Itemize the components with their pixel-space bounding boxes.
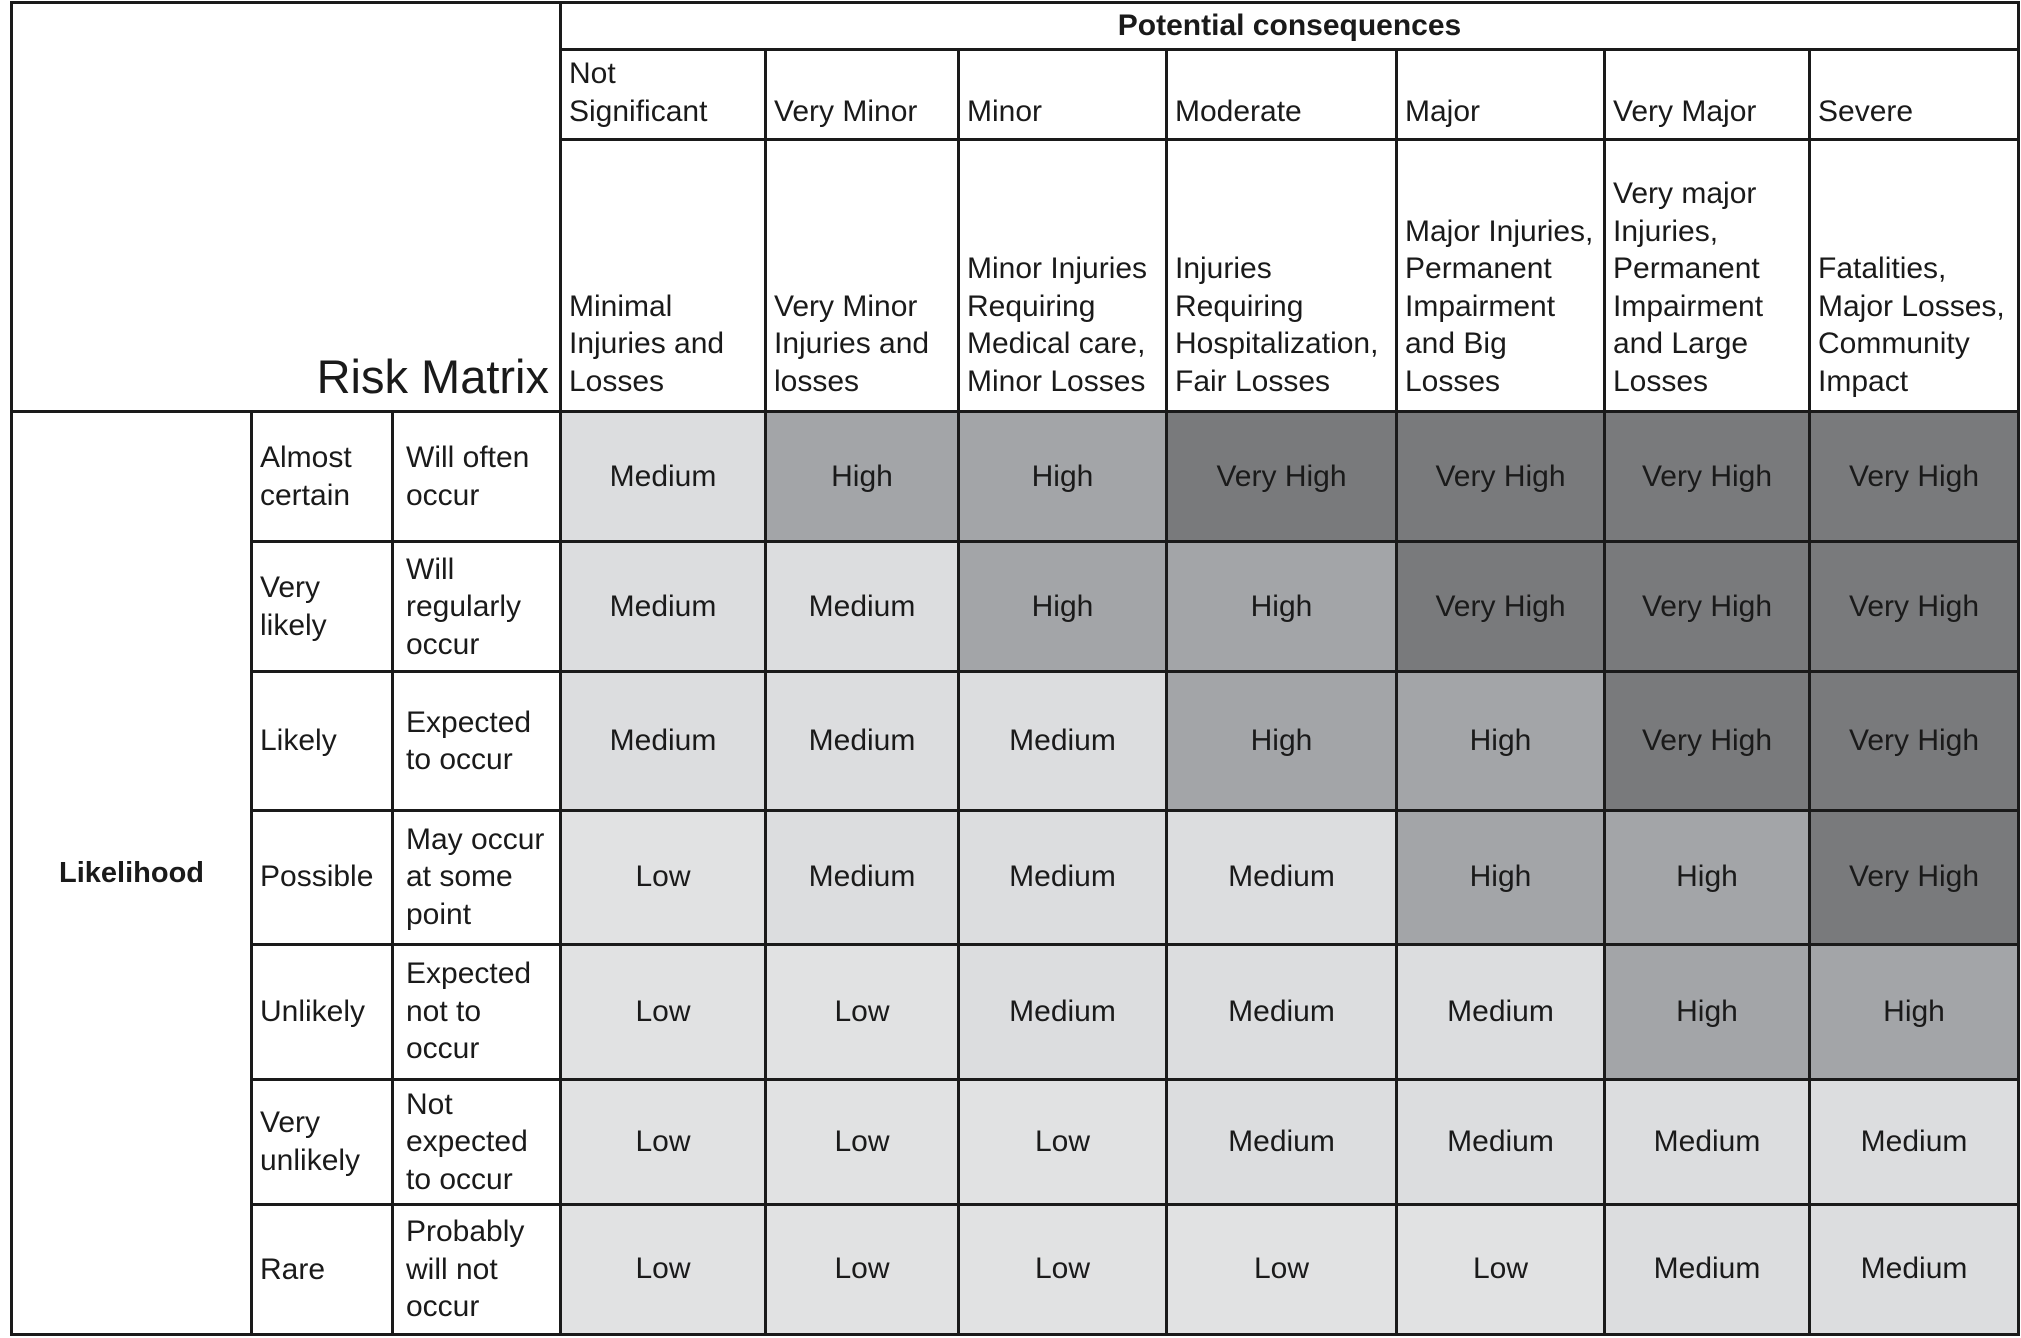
risk-cell: Low xyxy=(1167,1204,1397,1334)
consequence-description: Fatalities, Major Losses, Community Impact xyxy=(1810,140,2019,412)
matrix-title-cell xyxy=(12,3,561,412)
risk-cell: Low xyxy=(1397,1204,1605,1334)
likelihood-row xyxy=(12,1079,2019,1204)
likelihood-level: Likely xyxy=(252,672,393,810)
likelihood-level: Almost certain xyxy=(252,412,393,542)
likelihood-level: Rare xyxy=(252,1204,393,1334)
consequence-description: Minor Injuries Requiring Medical care, Minor Losses xyxy=(959,140,1167,412)
risk-cell: Low xyxy=(766,944,959,1079)
consequence-label: Minor xyxy=(959,50,1167,140)
risk-cell: Medium xyxy=(1810,1204,2019,1334)
risk-cell: Low xyxy=(561,944,766,1079)
risk-cell: Very High xyxy=(1810,810,2019,944)
risk-cell: Medium xyxy=(766,810,959,944)
matrix-title: Risk Matrix xyxy=(316,350,549,404)
likelihood-description: Expected not to occur xyxy=(393,944,561,1079)
risk-cell: High xyxy=(1605,810,1810,944)
risk-cell: Low xyxy=(959,1204,1167,1334)
risk-cell: High xyxy=(766,412,959,542)
risk-cell: High xyxy=(1397,672,1605,810)
risk-cell: Medium xyxy=(1605,1204,1810,1334)
risk-cell: Low xyxy=(561,1204,766,1334)
potential-consequences-header: Potential consequences xyxy=(561,3,2019,50)
likelihood-row xyxy=(12,944,2019,1079)
likelihood-row xyxy=(12,672,2019,810)
risk-cell: Very High xyxy=(1605,542,1810,672)
likelihood-row xyxy=(12,542,2019,672)
risk-cell: Very High xyxy=(1810,412,2019,542)
likelihood-description: Will often occur xyxy=(393,412,561,542)
risk-cell: Medium xyxy=(1397,1079,1605,1204)
risk-cell: Medium xyxy=(1167,944,1397,1079)
likelihood-description: Will regularly occur xyxy=(393,542,561,672)
risk-cell: Low xyxy=(959,1079,1167,1204)
risk-cell: Medium xyxy=(1605,1079,1810,1204)
likelihood-level: Very unlikely xyxy=(252,1079,393,1204)
consequence-label: Very Major xyxy=(1605,50,1810,140)
risk-cell: High xyxy=(1167,542,1397,672)
risk-cell: High xyxy=(1605,944,1810,1079)
risk-cell: Medium xyxy=(959,672,1167,810)
likelihood-level: Unlikely xyxy=(252,944,393,1079)
risk-cell: Medium xyxy=(1167,1079,1397,1204)
risk-cell: High xyxy=(959,412,1167,542)
likelihood-level: Possible xyxy=(252,810,393,944)
risk-cell: High xyxy=(1810,944,2019,1079)
likelihood-description: Probably will not occur xyxy=(393,1204,561,1334)
risk-cell: Medium xyxy=(959,810,1167,944)
consequence-description: Very Minor Injuries and losses xyxy=(766,140,959,412)
risk-cell: Very High xyxy=(1605,672,1810,810)
consequence-description: Minimal Injuries and Losses xyxy=(561,140,766,412)
risk-cell: Low xyxy=(561,810,766,944)
likelihood-header: Likelihood xyxy=(12,412,252,1335)
risk-cell: Very High xyxy=(1605,412,1810,542)
likelihood-description: Expected to occur xyxy=(393,672,561,810)
risk-cell: Very High xyxy=(1397,412,1605,542)
risk-cell: Medium xyxy=(1810,1079,2019,1204)
consequence-description: Major Injuries, Permanent Impairment and Big Losses xyxy=(1397,140,1605,412)
risk-cell: Very High xyxy=(1167,412,1397,542)
risk-cell: Medium xyxy=(561,672,766,810)
risk-cell: Low xyxy=(561,1079,766,1204)
risk-cell: Low xyxy=(766,1079,959,1204)
risk-matrix-table xyxy=(10,1,2020,1336)
risk-cell: High xyxy=(959,542,1167,672)
likelihood-row xyxy=(12,810,2019,944)
consequence-label: Very Minor xyxy=(766,50,959,140)
risk-cell: Medium xyxy=(561,542,766,672)
risk-cell: Medium xyxy=(561,412,766,542)
consequence-description: Very major Injuries, Permanent Impairment and Large Losses xyxy=(1605,140,1810,412)
consequence-label: Major xyxy=(1397,50,1605,140)
likelihood-description: May occur at some point xyxy=(393,810,561,944)
risk-cell: Medium xyxy=(959,944,1167,1079)
likelihood-row xyxy=(12,1204,2019,1334)
risk-cell: Very High xyxy=(1810,672,2019,810)
risk-cell: Medium xyxy=(766,542,959,672)
risk-cell: High xyxy=(1167,672,1397,810)
likelihood-level: Very likely xyxy=(252,542,393,672)
consequence-label: Not Significant xyxy=(561,50,766,140)
risk-cell: High xyxy=(1397,810,1605,944)
risk-cell: Low xyxy=(766,1204,959,1334)
risk-cell: Medium xyxy=(1397,944,1605,1079)
consequence-label: Severe xyxy=(1810,50,2019,140)
likelihood-description: Not expected to occur xyxy=(393,1079,561,1204)
risk-cell: Medium xyxy=(766,672,959,810)
consequence-label: Moderate xyxy=(1167,50,1397,140)
risk-cell: Very High xyxy=(1810,542,2019,672)
risk-cell: Very High xyxy=(1397,542,1605,672)
likelihood-row xyxy=(12,412,2019,542)
risk-cell: Medium xyxy=(1167,810,1397,944)
consequence-description: Injuries Requiring Hospitalization, Fair Losses xyxy=(1167,140,1397,412)
